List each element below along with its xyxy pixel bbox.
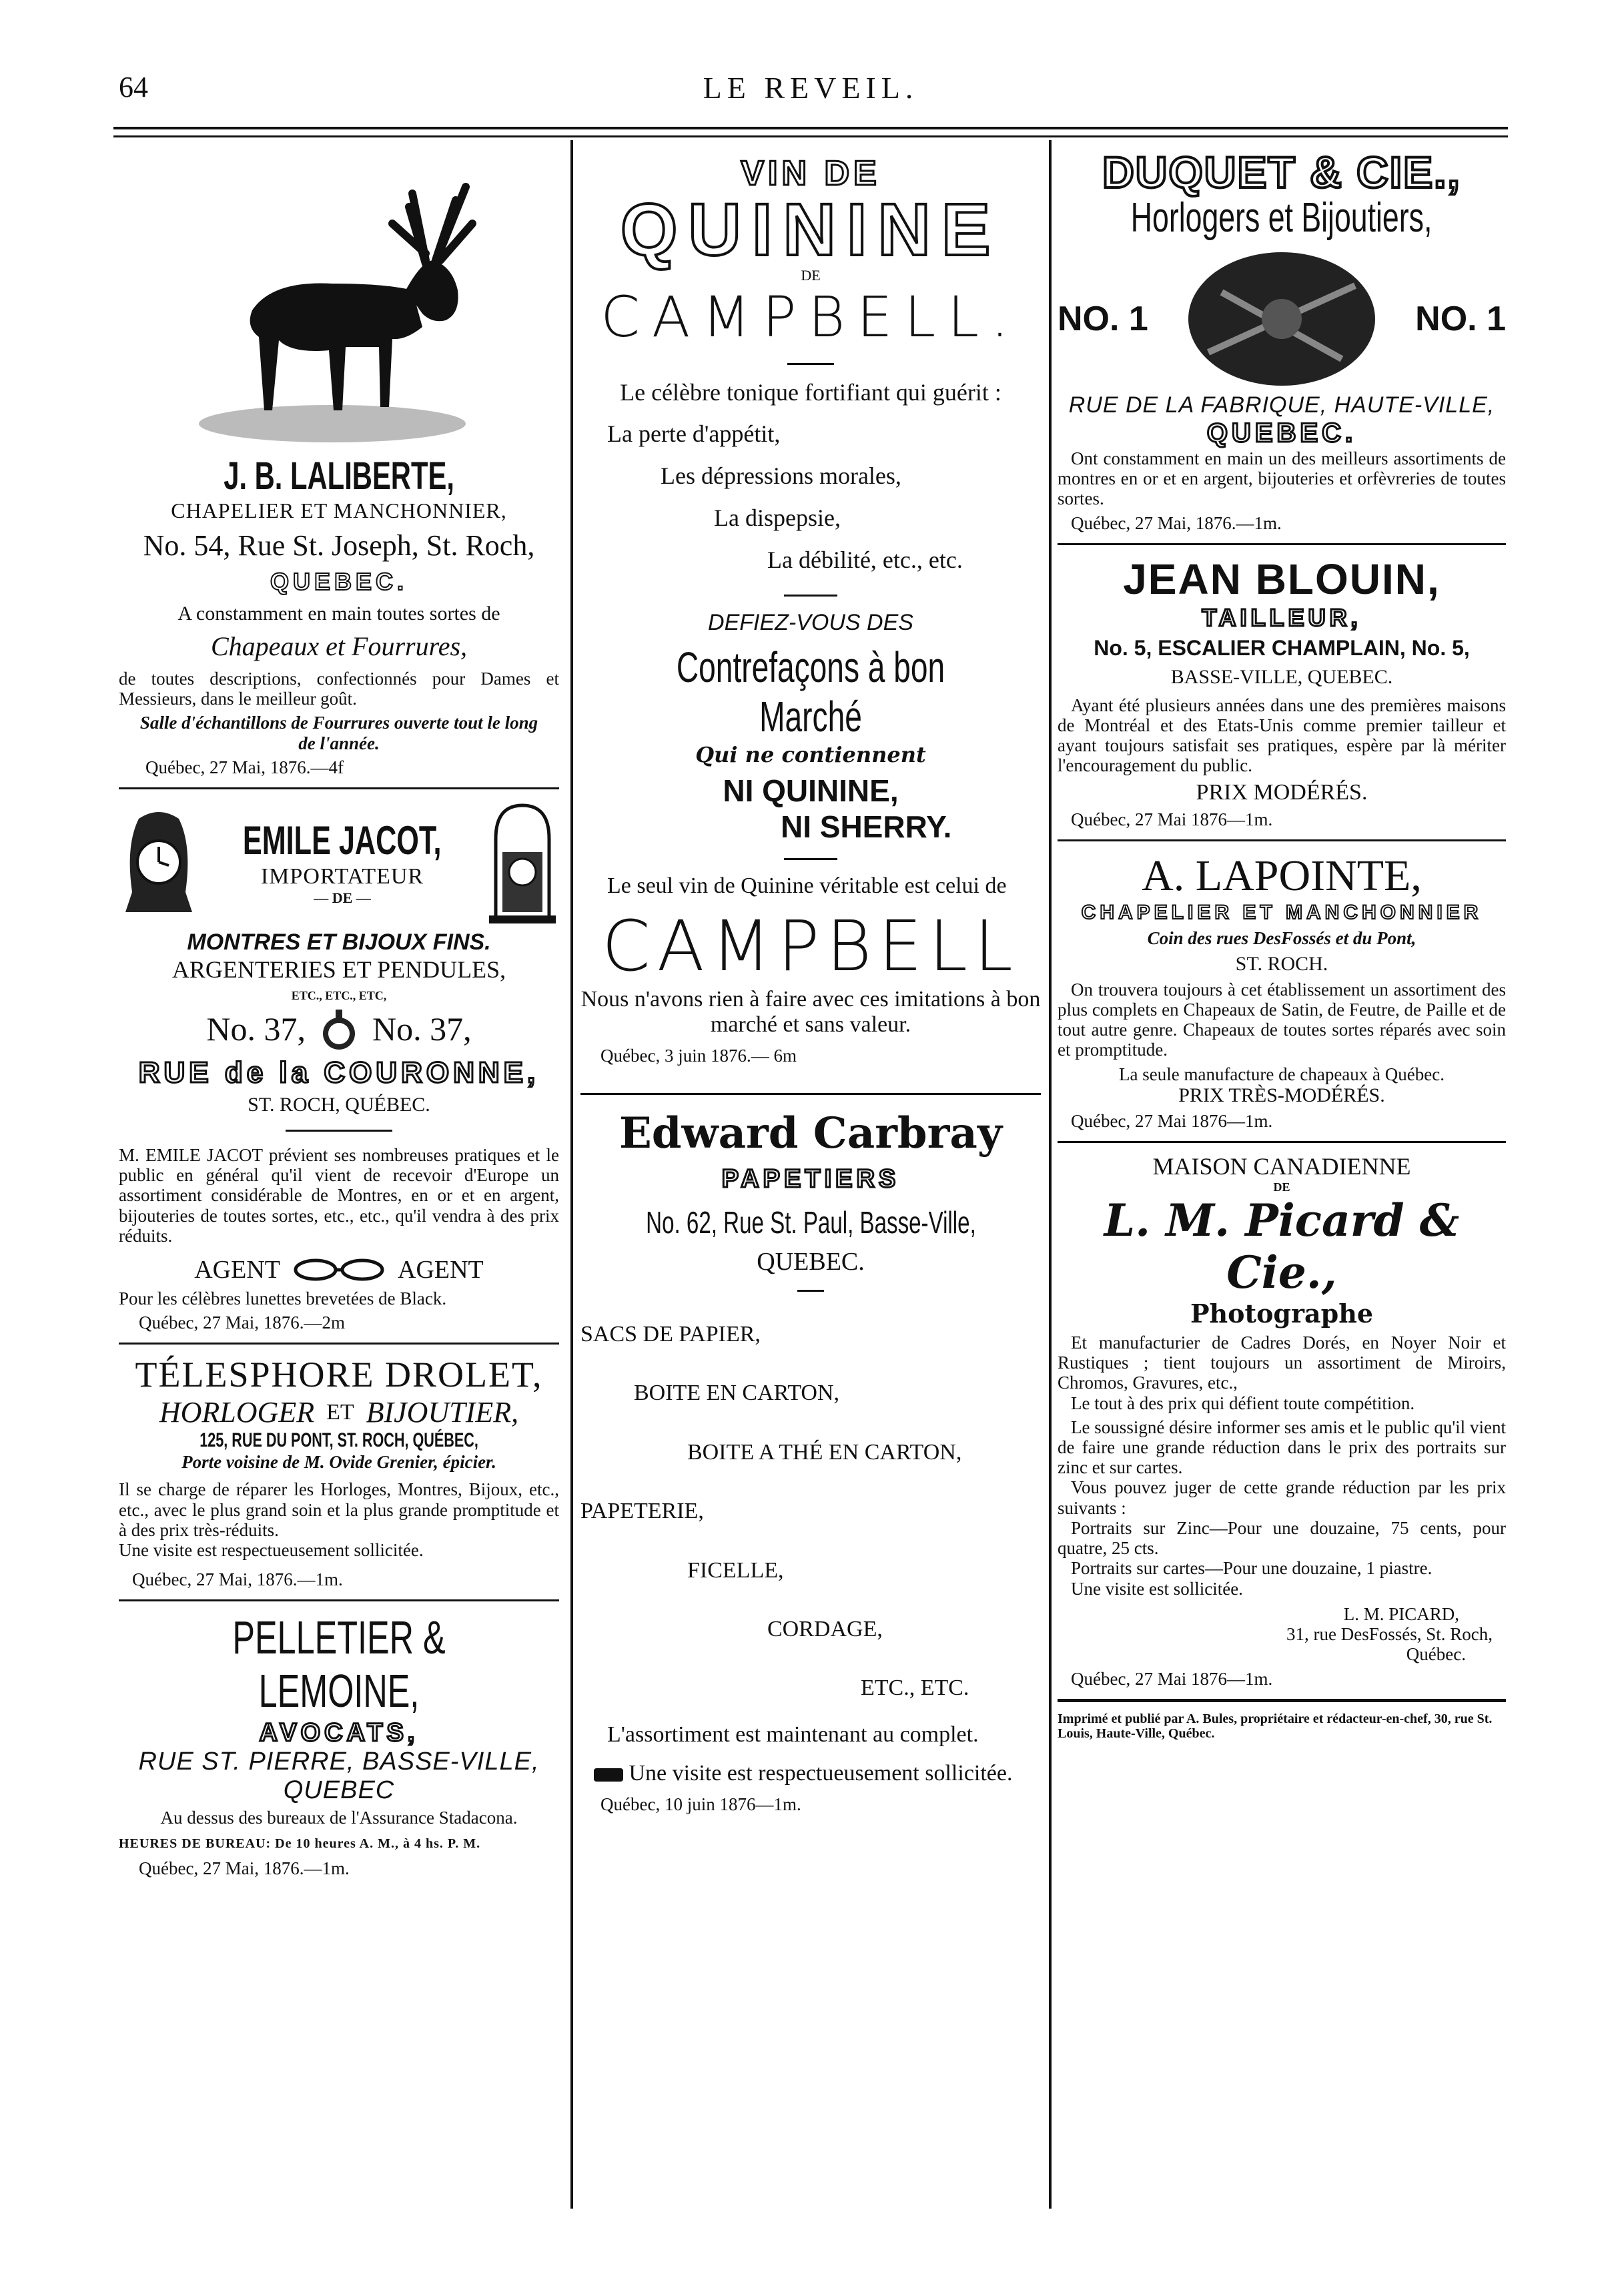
pointing-hand-icon [594,1768,623,1782]
column-separator [570,140,573,2209]
header-rule [113,127,1508,137]
jacot-line1: MONTRES ET BIJOUX FINS. [187,929,491,955]
quinine-l3: La dispepsie, [714,504,841,531]
imprint: Imprimé et publié par A. Bules, propriétaire et rédacteur-en-chef, 30, rue St. Louis, Haute-Ville, Québec. [1058,1711,1493,1741]
ad-pelletier [119,1611,559,1878]
ad-divider [1058,543,1506,545]
laliberte-city: QUEBEC. [270,568,408,595]
page-header [113,70,1508,123]
picard-sig3: Québec. [1406,1644,1466,1665]
duquet-body: Ont constamment en main un des meilleurs assortiments de montres en or et en argent, bijouteries et orfèvreries de toutes sortes. [1058,448,1506,509]
carbray-name: Edward Carbray [619,1108,1003,1158]
carbray-item: ETC., ETC. [861,1675,969,1701]
quinine-nous: Nous n'avons rien à faire avec ces imitations à bon marché et sans valeur. [580,987,1041,1037]
laliberte-name: J. B. LALIBERTE, [224,454,454,498]
carbray-item: CORDAGE, [767,1616,883,1641]
duquet-no-right: NO. 1 [1415,300,1506,338]
picard-p6: Portraits sur cartes—Pour une douzaine, 1 piastre. [1071,1558,1433,1579]
page-number: 64 [119,71,148,103]
moose-icon [192,160,486,454]
jacot-number-left: No. 37, [206,1010,306,1048]
picard-p4: Vous pouvez juger de cette grande réduction par les prix suivants : [1058,1477,1506,1518]
rule [784,858,837,860]
jacot-title: IMPORTATEUR [260,863,424,889]
ad-carbray [580,1108,1041,1815]
drolet-body: Il se charge de réparer les Horloges, Montres, Bijoux, etc., etc., avec le plus grand soin et la plus grande promptitude et à des prix très-réduits. [119,1479,559,1540]
rule [784,595,837,597]
picard-p5: Portraits sur Zinc—Pour une douzaine, 75 cents, pour quatre, 25 cts. [1058,1517,1506,1559]
picard-sig1: L. M. PICARD, [1343,1603,1459,1624]
ad-divider [1058,1699,1506,1702]
jacot-street: RUE de la COURONNE, [138,1056,540,1089]
duquet-name: DUQUET & CIE., [1102,147,1461,197]
lapointe-date: Québec, 27 Mai 1876—1m. [1071,1110,1273,1131]
watch-cluster-icon [1182,246,1382,392]
pelletier-trade: AVOCATS, [259,1719,419,1748]
jacot-city: ST. ROCH, QUÉBEC. [248,1093,430,1116]
ad-divider [1058,839,1506,841]
blouin-trade: TAILLEUR, [1202,603,1362,631]
pelletier-address: RUE ST. PIERRE, BASSE-VILLE, QUEBEC [138,1748,540,1805]
lapointe-prix: PRIX TRÈS-MODÉRÉS. [1178,1084,1385,1106]
ad-quinine [580,153,1041,1066]
ad-divider [119,787,559,789]
carbray-assortiment: L'assortiment est maintenant au complet. [607,1722,979,1747]
jacot-number-right: No. 37, [372,1010,472,1048]
ad-divider [580,1093,1041,1095]
lapointe-city: ST. ROCH. [1235,952,1328,975]
quinine-campbell-big: CAMPBELL [602,905,1020,987]
moose-illustration [119,160,559,460]
pelletier-name: PELLETIER & LEMOINE, [232,1611,446,1718]
picard-sig2: 31, rue DesFossés, St. Roch, [1286,1624,1493,1645]
carbray-item: SACS DE PAPIER, [580,1322,761,1347]
laliberte-address: No. 54, Rue St. Joseph, St. Roch, [143,529,535,562]
jacot-agent-left: AGENT [194,1256,280,1284]
quinine-ni-quinine: NI QUININE, [723,773,899,808]
quinine-qui: Qui ne contiennent [695,742,926,767]
bell-jar-clock-icon [486,799,559,925]
quinine-de: DE [801,267,821,284]
picard-trade: Photographe [1190,1298,1374,1329]
picard-name: L. M. Picard & Cie., [1104,1194,1460,1298]
ad-drolet [119,1354,559,1590]
duquet-city: QUEBEC. [1206,418,1357,448]
laliberte-date: Québec, 27 Mai, 1876.—4f [145,757,344,777]
jacot-agent-right: AGENT [398,1256,484,1284]
pelletier-line1: Au dessus des bureaux de l'Assurance Stadacona. [160,1808,518,1828]
column-2 [580,147,1041,1815]
quinine-vin-de: VIN DE [741,154,881,193]
carbray-item: PAPETERIE, [580,1499,704,1524]
blouin-name: JEAN BLOUIN, [1123,554,1441,603]
lapointe-body: On trouvera toujours à cet établissement un assortiment des plus complets en Chapeaux de Satin, de Feutre, de Paille et de tout autre genre. Chapeaux de toutes sortes réparés avec soin et promptitude. [1058,979,1506,1060]
duquet-date: Québec, 27 Mai, 1876.—1m. [1071,512,1282,533]
masthead: LE REVEIL. [703,71,919,105]
drolet-trade-a: HORLOGER [159,1396,315,1429]
picard-p3: Le soussigné désire informer ses amis et le public qu'il vient de faire une grande réduction dans le prix des portraits sur zinc et sur cartes. [1058,1417,1506,1478]
carbray-item: FICELLE, [687,1557,784,1583]
ad-divider [119,1343,559,1345]
drolet-address: 125, RUE DU PONT, ST. ROCH, QUÉBEC, [199,1429,478,1452]
column-1 [119,147,559,1879]
quinine-ni-sherry: NI SHERRY. [781,809,952,844]
jacot-body: M. EMILE JACOT prévient ses nombreuses pratiques et le public en général qu'il vient de recevoir d'Europe un assortiment considérable de Montres, en or et en argent, bijouteries de toutes sortes, etc., etc., qu'il vendra à des prix réduits. [119,1144,559,1246]
carbray-items [580,1305,1041,1718]
carbray-address: No. 62, Rue St. Paul, Basse-Ville, [645,1205,976,1240]
carbray-visite: Une visite est respectueusement sollicitée. [629,1760,1013,1786]
quinine-tonique: Le célèbre tonique fortifiant qui guérit : [620,379,1001,406]
laliberte-line3: de toutes descriptions, confectionnés pour Dames et Messieurs, dans le meilleur goût. [119,669,559,709]
drolet-trade-et: ET [326,1399,354,1425]
drolet-name: TÉLESPHORE DROLET, [135,1355,543,1395]
column-separator [1049,140,1052,2209]
mantel-clock-icon [119,805,199,919]
ad-jacot [119,799,559,1333]
drolet-visite: Une visite est respectueusement sollicitée. [119,1540,424,1561]
jacot-name: EMILE JACOT, [243,817,442,863]
ad-divider [1058,1141,1506,1143]
picard-maison: MAISON CANADIENNE [1152,1152,1411,1180]
rule [787,363,834,365]
quinine-seul: Le seul vin de Quinine véritable est celui de [607,873,1007,898]
drolet-date: Québec, 27 Mai, 1876.—1m. [132,1569,343,1590]
ad-blouin [1058,554,1506,830]
picard-p2: Le tout à des prix qui défient toute compétition. [1071,1393,1415,1413]
blouin-prix: PRIX MODÉRÉS. [1196,779,1368,805]
quinine-title: QUININE [620,189,1001,271]
blouin-city: BASSE-VILLE, QUEBEC. [1170,665,1393,688]
duquet-trade: Horlogers et Bijoutiers, [1131,195,1433,241]
pelletier-date: Québec, 27 Mai, 1876.—1m. [139,1858,350,1878]
rule [286,1130,392,1132]
picard-date: Québec, 27 Mai 1876—1m. [1071,1668,1273,1689]
laliberte-trade: CHAPELIER ET MANCHONNIER, [171,498,507,522]
duquet-no-left: NO. 1 [1058,300,1148,338]
carbray-item: BOITE EN CARTON, [634,1381,840,1406]
picard-p1: Et manufacturier de Cadres Dorés, en Noyer Noir et Rustiques ; tient toujours un assortiment de Miroirs, Chromos, Gravures, etc., [1058,1332,1506,1393]
quinine-campbell: CAMPBELL. [600,284,1021,350]
ad-lapointe [1058,851,1506,1132]
ad-duquet [1058,147,1506,534]
carbray-item: BOITE A THÉ EN CARTON, [687,1439,962,1465]
lapointe-trade: CHAPELIER ET MANCHONNIER [1081,901,1483,923]
quinine-l2: Les dépressions morales, [661,462,901,489]
quinine-defiez: DEFIEZ-VOUS DES [708,610,913,635]
column-3 [1058,147,1506,1741]
carbray-city: QUEBEC. [757,1248,865,1276]
quinine-l4: La débilité, etc., etc. [767,546,963,573]
jacot-date: Québec, 27 Mai, 1876.—2m [139,1312,345,1333]
carbray-date: Québec, 10 juin 1876—1m. [600,1794,801,1814]
quinine-contrefacons: Contrefaçons à bon Marché [676,643,945,741]
rule [797,1290,824,1292]
laliberte-line2: Chapeaux et Fourrures, [210,631,468,661]
drolet-voisine: Porte voisine de M. Ovide Grenier, épicier. [181,1452,496,1473]
quinine-date: Québec, 3 juin 1876.— 6m [600,1046,797,1066]
spectacles-icon [292,1258,386,1282]
drolet-trade-b: BIJOUTIER, [366,1396,519,1429]
laliberte-line1: A constamment en main toutes sortes de [177,603,500,625]
ad-divider [119,1599,559,1601]
jacot-etc: ETC., ETC., ETC, [291,988,387,1002]
pelletier-hours: HEURES DE BUREAU: De 10 heures A. M., à 4 hs. P. M. [119,1836,481,1851]
lapointe-coin: Coin des rues DesFossés et du Pont, [1147,927,1416,948]
jacot-de: — DE — [314,889,371,906]
picard-de: DE [1273,1180,1290,1194]
laliberte-line4: Salle d'échantillons de Fourrures ouverte tout le long de l'année. [139,713,538,753]
carbray-trade: PAPETIERS [721,1165,900,1193]
duquet-street: RUE DE LA FABRIQUE, HAUTE-VILLE, [1068,392,1495,418]
blouin-body: Ayant été plusieurs années dans une des premières maisons de Montréal et des Etats-Unis comme premier tailleur et ayant toujours satisfait ses pratiques, espère par là mériter l'encouragement du public. [1058,695,1506,776]
blouin-address: No. 5, ESCALIER CHAMPLAIN, No. 5, [1094,635,1470,660]
pocket-watch-icon [319,1006,359,1052]
lapointe-name: A. LAPOINTE, [1142,851,1422,900]
lapointe-manuf: La seule manufacture de chapeaux à Québec. [1119,1064,1445,1084]
quinine-l1: La perte d'appétit, [607,420,781,447]
ad-laliberte [119,160,559,778]
blouin-date: Québec, 27 Mai 1876—1m. [1071,809,1273,829]
picard-p7: Une visite est sollicitée. [1071,1578,1243,1599]
jacot-line2: ARGENTERIES ET PENDULES, [171,956,506,983]
jacot-lunettes: Pour les célèbres lunettes brevetées de Black. [119,1288,447,1309]
ad-picard [1058,1152,1506,1689]
